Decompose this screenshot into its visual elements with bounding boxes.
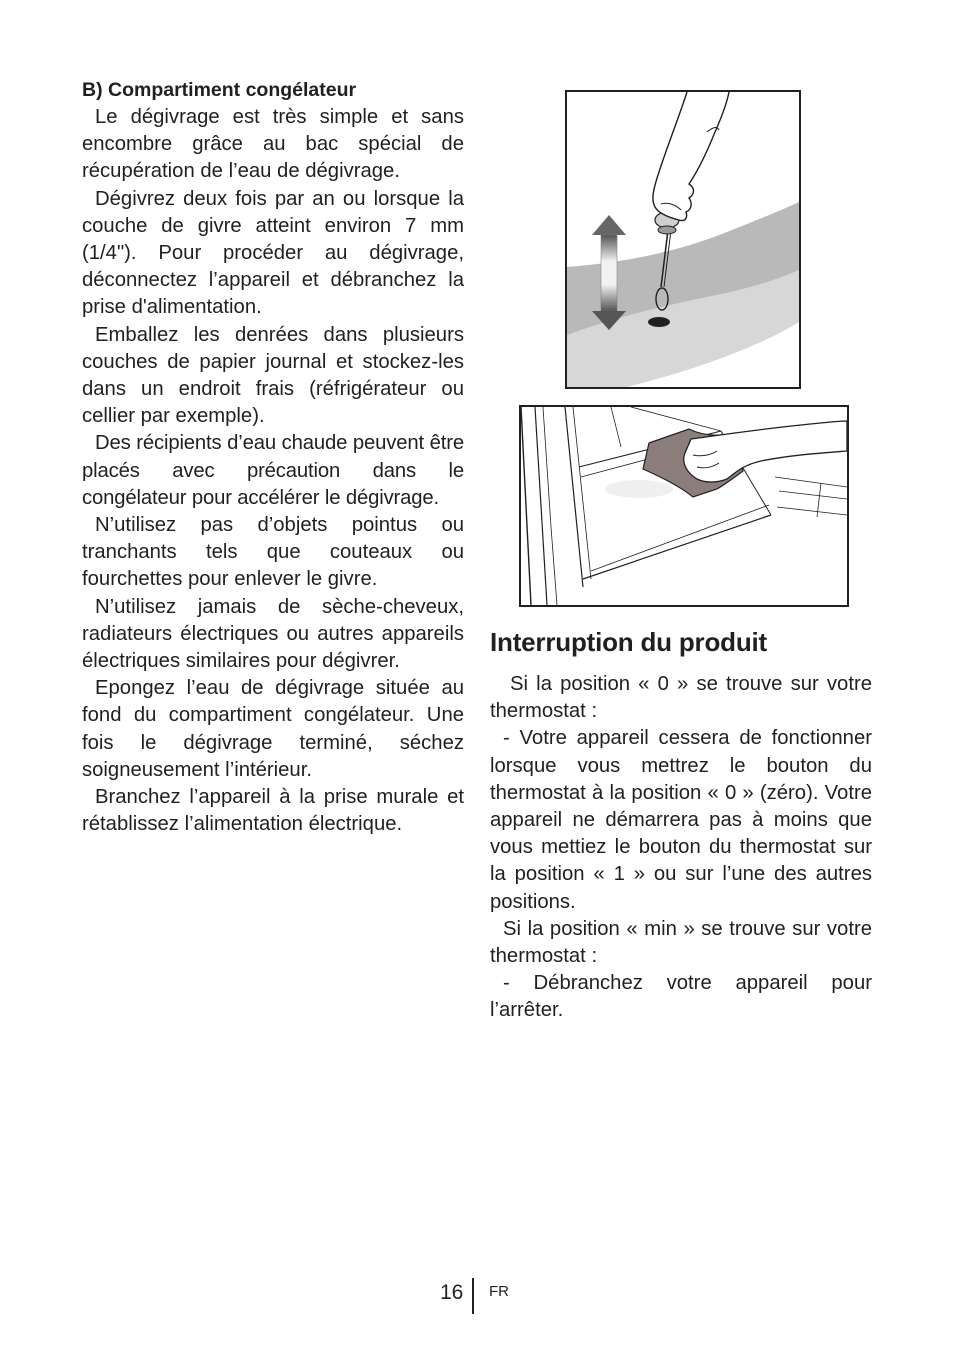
section-b-paragraph-5: N’utilisez pas d’objets pointus ou tranchants tels que couteaux ou fourchettes pour enlever le givre. bbox=[82, 514, 464, 591]
wiping-freezer-illustration bbox=[519, 405, 849, 607]
section-b-heading: B) Compartiment congélateur bbox=[82, 79, 357, 101]
interruption-heading: Interruption du produit bbox=[490, 627, 768, 657]
drain-plug-illustration bbox=[565, 90, 801, 389]
interruption-paragraph-4: - Débranchez votre appareil pour l’arrêter. bbox=[490, 972, 872, 1022]
section-b-paragraph-4: Des récipients d’eau chaude peuvent être placés avec précaution dans le congélateur pour accélérer le dégivrage. bbox=[82, 432, 464, 509]
interruption-column bbox=[490, 671, 872, 1025]
section-b-paragraph-6: N’utilisez jamais de sèche-cheveux, radiateurs électriques ou autres appareils électriques similaires pour dégivrer. bbox=[82, 595, 464, 673]
section-b-paragraph-3: Emballez les denrées dans plusieurs couches de papier journal et stockez-les dans un endroit frais (réfrigérateur ou cellier par exemple). bbox=[82, 323, 464, 428]
interruption-paragraph-1: Si la position « 0 » se trouve sur votre thermostat : bbox=[490, 673, 872, 723]
section-b-paragraph-2: Dégivrez deux fois par an ou lorsque la couche de givre atteint environ 7 mm (1/4"). Pour procéder au dégivrage, déconnectez l’appareil et débranchez la prise d'alimentation. bbox=[82, 187, 464, 319]
page-number: 16 bbox=[440, 1281, 464, 1304]
section-b-column bbox=[82, 77, 464, 838]
footer-divider bbox=[472, 1278, 474, 1314]
section-b-paragraph-7: Epongez l’eau de dégivrage située au fond du compartiment congélateur. Une fois le dégivrage terminé, séchez soigneusement l’intérieur. bbox=[82, 677, 464, 781]
interruption-paragraph-3: Si la position « min » se trouve sur votre thermostat : bbox=[490, 917, 872, 968]
interruption-paragraph-2: - Votre appareil cessera de fonctionner lorsque vous mettrez le bouton du thermostat à la position « 0 » (zéro). Votre appareil ne démarrera pas à moins que vous mettiez le bouton du thermostat sur la position « 1 » ou sur l’une des autres positions. bbox=[490, 727, 872, 913]
section-b-paragraph-1: Le dégivrage est très simple et sans encombre grâce au bac spécial de récupération de l’eau de dégivrage. bbox=[82, 106, 464, 183]
language-code: FR bbox=[489, 1283, 509, 1300]
section-b-paragraph-8: Branchez l’appareil à la prise murale et rétablissez l’alimentation électrique. bbox=[82, 786, 464, 836]
